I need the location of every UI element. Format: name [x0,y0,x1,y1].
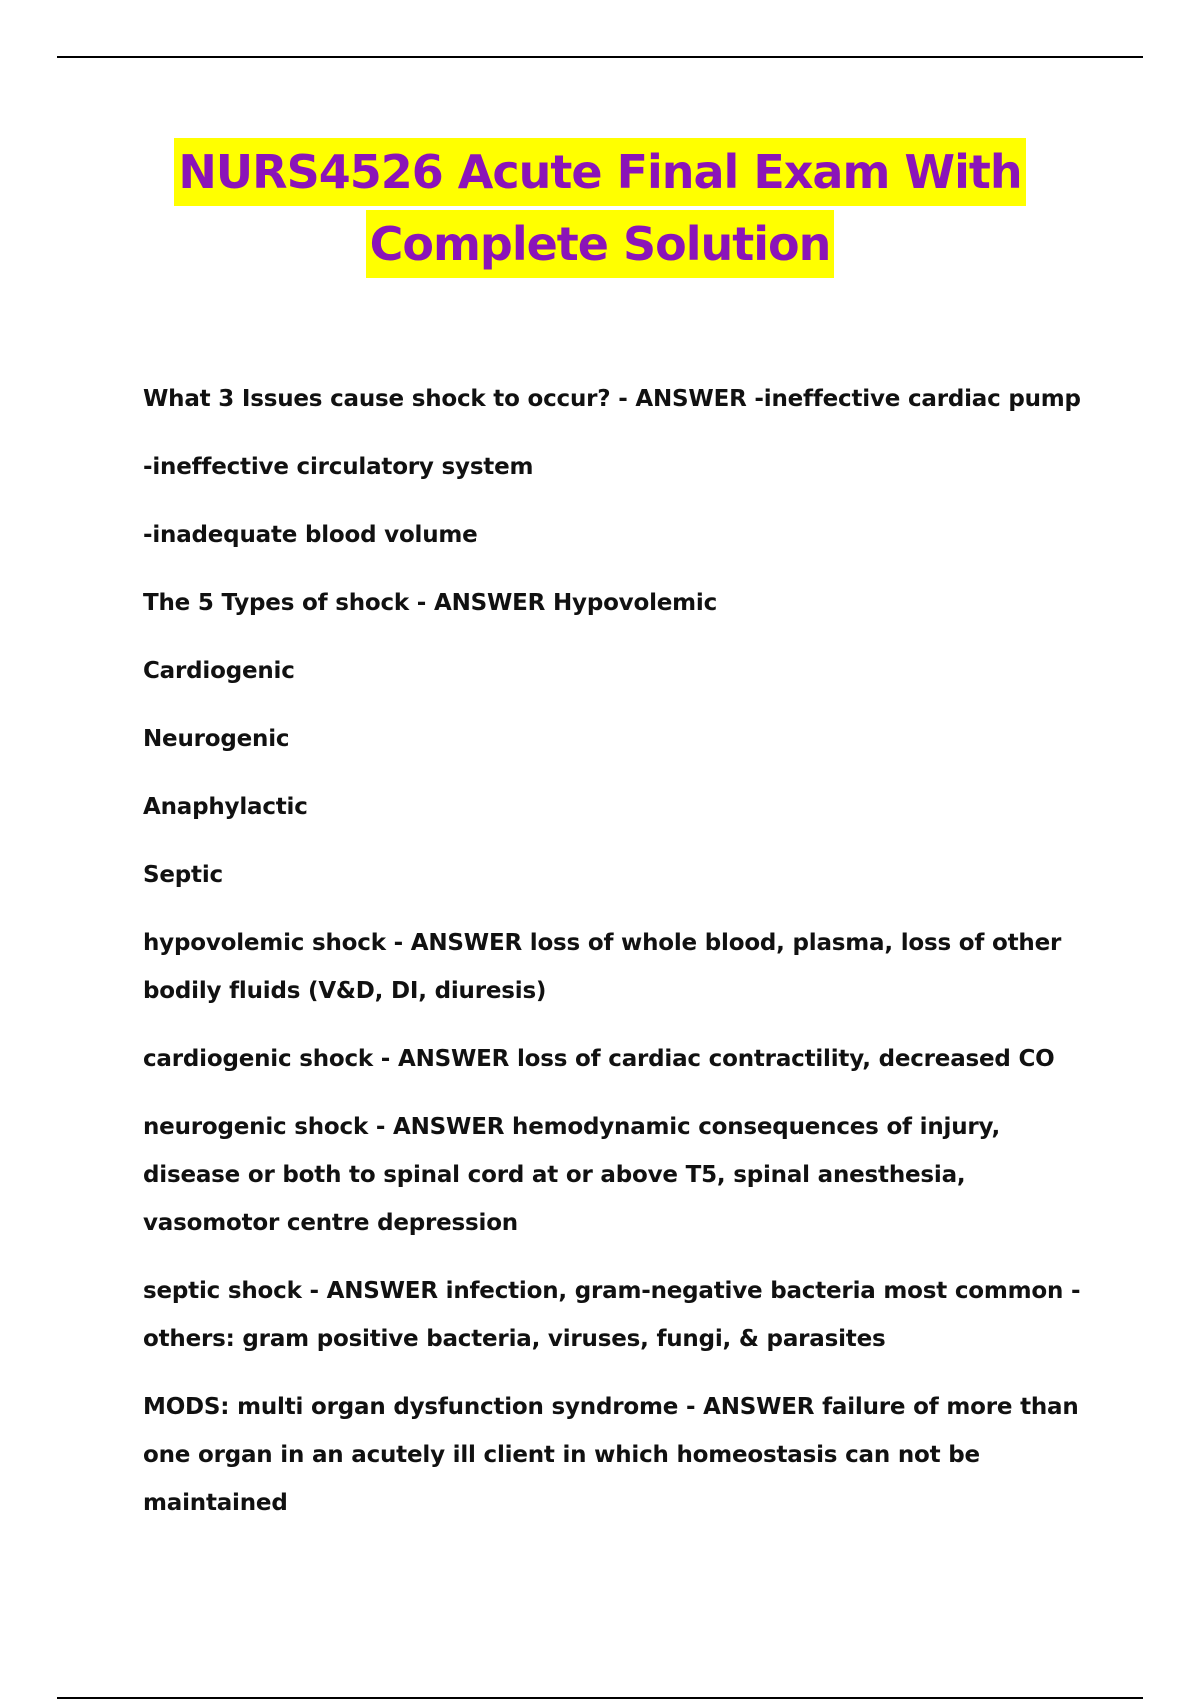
document-body [143,375,1103,1547]
paragraph-cardiogenic-shock: cardiogenic shock - ANSWER loss of cardiac contractility, decreased CO [143,1046,1055,1072]
page-title-line-1: NURS4526 Acute Final Exam With [174,138,1025,206]
paragraph-cardiogenic: Cardiogenic [143,658,295,684]
paragraph-mods: MODS: multi organ dysfunction syndrome - ANSWER failure of more than one organ in an acutely ill client in which homeostasis can not be maintained [143,1394,1079,1516]
paragraph-circulatory: -ineffective circulatory system [143,454,534,480]
title-block [0,138,1200,278]
top-rule [57,56,1143,58]
paragraph-shock-causes: What 3 Issues cause shock to occur? - ANSWER -ineffective cardiac pump [143,386,1081,412]
paragraph-hypovolemic-shock: hypovolemic shock - ANSWER loss of whole blood, plasma, loss of other bodily fluids (V&D, DI, diuresis) [143,930,1062,1004]
paragraph-neurogenic: Neurogenic [143,726,290,752]
bottom-rule [57,1697,1143,1699]
page-title-line-2: Complete Solution [366,210,835,278]
paragraph-anaphylactic: Anaphylactic [143,794,308,820]
paragraph-septic: Septic [143,862,223,888]
paragraph-septic-shock: septic shock - ANSWER infection, gram-negative bacteria most common - others: gram positive bacteria, viruses, fungi, & parasites [143,1278,1081,1352]
paragraph-blood-volume: -inadequate blood volume [143,522,478,548]
paragraph-shock-types: The 5 Types of shock - ANSWER Hypovolemic [143,590,718,616]
paragraph-neurogenic-shock: neurogenic shock - ANSWER hemodynamic consequences of injury, disease or both to spinal cord at or above T5, spinal anesthesia, vasomotor centre depression [143,1114,1001,1236]
